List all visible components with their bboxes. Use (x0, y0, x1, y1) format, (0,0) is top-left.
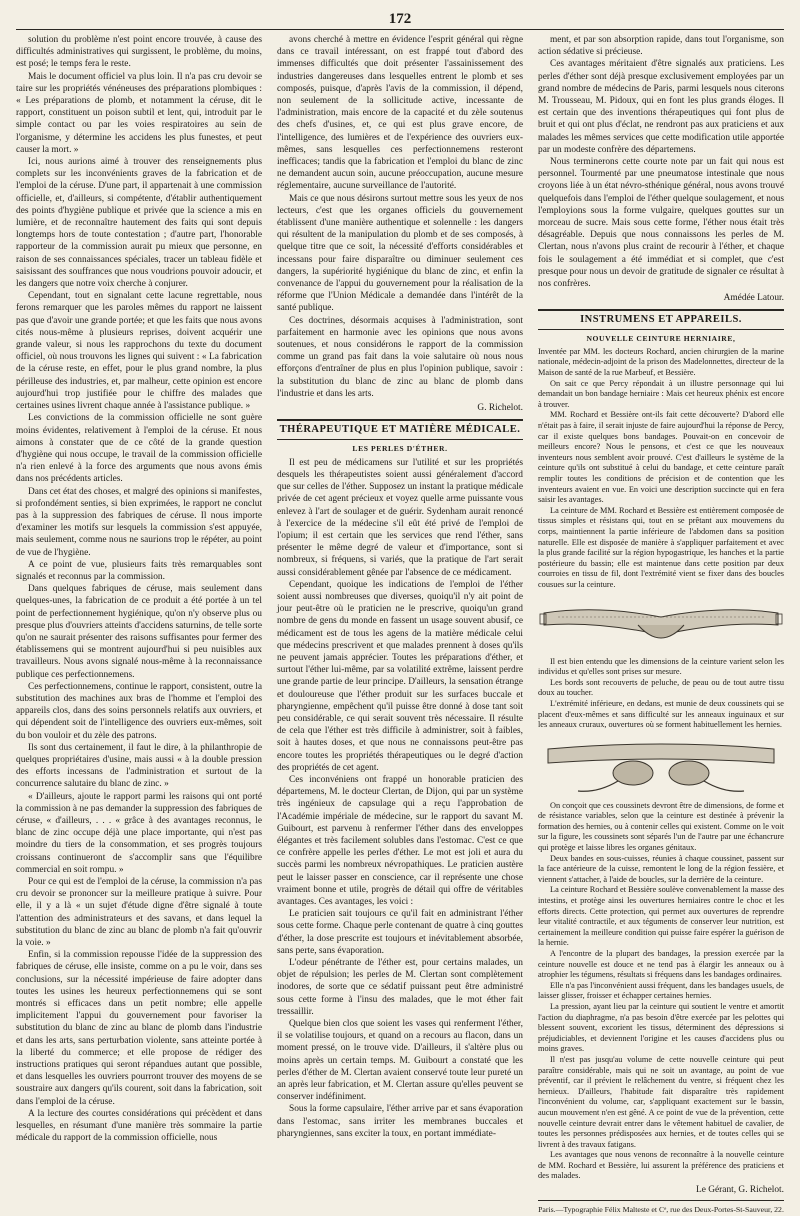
paragraph: Les bords sont recouverts de peluche, de peau ou de tout autre tissu doux au toucher. (538, 677, 784, 698)
paragraph: Le praticien sait toujours ce qu'il fait en administrant l'éther sous cette forme. Chaque perle contenant de quatre à cinq gouttes d'éther, la dose prescrite est toujours et inévitablement absorbée, sans perte, sans évaporation. (277, 909, 524, 956)
paragraph: Ces doctrines, désormais acquises à l'administration, sont parfaitement en harmonie avec les opinions que nous avons soutenues, et nous considérons le rapport de la commission comme un grand pas fait dans la voie salutaire où nous nous efforçons d'entraîner de plus en plus l'opinion publique, savoir : la substitution du blanc de zinc au blanc de plomb dans l'industrie et dans les arts. (277, 315, 523, 399)
paragraph: Mais le document officiel va plus loin. Il n'a pas cru devoir se taire sur les propriétés vénéneuses des préparations plombiques : « Les préparations de plomb, et notamment la céruse, dit le rapport, constituent un poison subtil et lent, qui, introduit par le simple contact ou par les voies respiratoires au sein de l'organisme, y détermine les accidens les plus funestes, et peut causer la mort. » (16, 71, 262, 155)
paragraph: Ils sont dus certainement, il faut le dire, à la philanthropie de quelques propriétaires d'usine, mais aussi « à la double pression des efforts incessans de l'administration et surtout de la concurrence salutaire du blanc de zinc. » (16, 742, 262, 790)
paragraph: Ces perfectionnemens, continue le rapport, consistent, outre la substitution des machines aux bras de l'homme et l'emploi des appareils clos, dans des soins personnels relatifs aux ouvriers, et qui dépendent soit de l'intelligence des ouvriers eux-mêmes, soit du bon vouloir et du zèle des patrons. (16, 681, 262, 741)
paragraph: avons cherché à mettre en évidence l'esprit général qui règne dans ce travail intéressant, on est frappé tout d'abord des immenses difficultés que doit présenter l'assainissement des industries dangereuses dans lesquelles entrent le plomb et ses composés, puisque, d'après l'avis de la commission, il dépend, non seulement de la sollicitude active, incessante de l'administration, mais encore de la capacité et du zèle soutenus des chefs d'usines, et, ce qui est plus grave encore, de l'intelligence, des lumières et de l'expérience des ouvriers eux-mêmes, sans lesquelles ces perfectionnemens resteront inefficaces; tandis que la fabrication et l'emploi du blanc de zinc ne demandent aucun soin, aucune préoccupation, aucune mesure réglementaire, aucune surveillance de l'autorité. (277, 35, 523, 192)
belt-figure-back (538, 735, 784, 797)
paragraph: La ceinture de MM. Rochard et Bessière est entièrement composée de tissus simples et résistans qui, tout en se prêtant aux mouvemens du corps, maintiennent la partie inférieure de l'abdomen dans sa position naturelle. Elle est disposée de manière à s'appliquer parfaitement et avec la plus grande facilité sur la région hypogastrique, les hanches et la partie postérieure du bassin; elle est maintenue dans cette position par deux courroies en tissu de fil, dont l'extrémité vient se fixer dans des boucles cousues sur la ceinture. (538, 505, 784, 589)
ceinture-text-2 (538, 657, 784, 731)
ceinture-text-1 (538, 379, 784, 591)
columns (16, 34, 784, 1215)
section-subtitle-perles: LES PERLES D'ÉTHER. (352, 443, 448, 453)
paragraph: Il n'est pas jusqu'au volume de cette nouvelle ceinture qui peut paraître considérable, mais qui ne soit un avantage, au point de vue préventif, car il prévient le relâchement du ventre, si fréquent chez les hernieux. D'ailleurs, l'habitude fait disparaître très rapidement l'inconvénient du volume, car, s'appliquant exactement sur le bassin, aucun mouvement n'en est gêné. A ce point de vue de la prévention, cette nouvelle ceinture devrait entrer dans le vêtement habituel de cavalier, de toutes les personnes prédisposées aux hernies, et de toutes celles qui se livrent à des travaux fatigans. (538, 1054, 784, 1149)
paragraph: Les convictions de la commission officielle ne sont guère moins évidentes, relativement à l'emploi de la céruse. Et nous aimons à constater que de ce côté de la grande question d'hygiène qui nous occupe, le travail de la commission officielle n'a rien enlevé à la force des arguments que nous avons émis dans nos précédents articles. (16, 413, 262, 485)
belt-figure-front (538, 595, 784, 653)
paragraph: Ces inconvéniens ont frappé un honorable praticien des départemens, M. le docteur Clertan, de Dijon, qui par un système très ingénieux de capsulage qui a reçu l'approbation de l'Académie impériale de médecine, sur le rapport du savant M. Guibourt, est parvenu à renfermer l'éther dans des enveloppes élégantes et très facilement solubles dans l'estomac. C'est ce que ce confrère appelle les perles d'éther. Le mot est joli et aura du succès parmi les nombreux névropathiques. Le praticien austère peut le laisser passer en conscience, car il représente une chose vraiment bonne et utile, progrès de détail qui offre de véritables avantages. Ces avantages, les voici : (277, 774, 523, 908)
column-2 (277, 34, 524, 1139)
belt-back-illustration (538, 735, 784, 797)
paragraph: Mais ce que nous désirons surtout mettre sous les yeux de nos lecteurs, c'est que les organes officiels du gouvernement établissent d'une manière authentique et solennelle : les dangers qui résultent de la manipulation du plomb et de ses composés, à quelque titre que ce soit, la nécessité d'efforts considérables et incessans pour faire disparaître ou diminuer seulement ces dangers, la supériorité hygiénique du blanc de zinc, et enfin la convenance de l'appui du gouvernement pour la réalisation de la réforme que l'Union Médicale a demandée dans l'intérêt de la santé publique. (277, 193, 523, 314)
column-2-article-ether (277, 457, 523, 1140)
paragraph: MM. Rochard et Bessière ont-ils fait cette découverte? D'abord elle n'était pas à faire, il serait injuste de faire aujourd'hui la réponse de Percy, car il existe quelques bons bandages. Pouvait-on en concevoir de meilleurs encore? Nous le pensons, et c'est ce que les nouveaux inventeurs nous semblent avoir prouvé. C'est d'ailleurs le système de la ceinture qu'ils ont substitué à celui du bandage, et cette ceinture paraît remplir toutes les conditions de précision et de contention que les inventeurs avaient en vue. En voici une description succincte qui en fera saisir les avantages. (538, 410, 784, 505)
column-3 (538, 34, 784, 1215)
paragraph: L'extrémité inférieure, en dedans, est munie de deux coussinets qui se placent d'eux-mêmes et sans difficulté sur les anneaux inguinaux et sur les anneaux cruraux, ouvertures où se forment habituellement les hernies. (538, 698, 784, 730)
paragraph: A ce point de vue, plusieurs faits très remarquables sont signalés et reconnus par la commission. (16, 559, 262, 582)
paragraph: Quelque bien clos que soient les vases qui renferment l'éther, il se volatilise toujours, et quand on a recours au flacon, dans un moment pressé, on le trouve vide. D'ailleurs, il s'altère plus ou moins après un certain temps. M. Guibourt a constaté que les perles d'éther de M. Clertan avaient conservé toute leur pureté un an après leur fabrication, et M. Clertan assure qu'elles peuvent se conserver indéfiniment. (277, 1019, 523, 1103)
paragraph: ment, et par son absorption rapide, dans tout l'organisme, son action sédative si précieuse. (538, 35, 784, 58)
paragraph: « D'ailleurs, ajoute le rapport parmi les raisons qui ont porté la commission à ne pas demander la suppression des fabriques de céruse, « d'ailleurs, . . . « grâce à des avantages reconnus, le blanc de zinc occupe déjà une place importante, qui n'est pas moindre du tiers de la consommation, et ses progrès toujours croissans continueront de s'accomplir sans que l'équilibre commercial en soit rompu. » (16, 791, 262, 875)
paragraph: Nous terminerons cette courte note par un fait qui nous est personnel. Tourmenté par une pneumatose intestinale que nous croyons liée à un état névro-sthénique général, nous avons trouvé quelquefois dans l'emploi de l'éther quelque soulagement, et nous l'employions sous la forme vulgaire, quelques gouttes sur un morceau de sucre. Mais sous cette forme, l'éther nous était très désagréable. Depuis que nous connaissons les perles de M. Clertan, nous n'avons plus craint de recourir à l'éther, et chaque fois le soulagement a été immédiat et si complet, que c'est presque pour nous un devoir de gratitude de signaler ce résultat à nos confrères. (538, 157, 784, 290)
printer-footer: Paris.—Typographie Félix Malteste et Cᵉ, rue des Deux-Portes-St-Sauveur, 22. (538, 1200, 784, 1216)
belt-front-illustration (538, 595, 784, 653)
paragraph: Il est peu de médicamens sur l'utilité et sur les propriétés desquels les thérapeutistes soient aussi généralement d'accord que sur celles de l'éther. Supposez un instant la pratique médicale privée de cet agent précieux et voyez quelle arme puissante vous enlevez à l'art de soulager et de guérir. Sydenham aurait renoncé à l'exercice de la médecine s'il eût été privé de l'emploi de l'opium; il est certain que les services que rend l'éther, sans présenter le même degré de valeur et d'importance, sont si nombreux, si fréquens, si variés, que la pratique de l'art serait aussi considérablement gênée par l'absence de ce médicament. (277, 457, 523, 578)
paragraph: On conçoit que ces coussinets devront être de dimensions, de forme et de résistance variables, selon que la ceinture est destinée à prévenir la formation des hernies, ou à contenir celles qui existent. Comme on le voit sur la figure, les coussinets sont séparés l'un de l'autre par une échancrure qui protège et laisse libres les organes génitaux. (538, 800, 784, 853)
paragraph: Sous la forme capsulaire, l'éther arrive par et sans évaporation dans l'estomac, sans irriter les membranes buccales et pharyngiennes, sans exciter la toux, en portant immédiate- (277, 1104, 523, 1139)
paragraph: Il est bien entendu que les dimensions de la ceinture varient selon les individus et qu'elles sont prises sur mesure. (538, 656, 784, 677)
paragraph: Cependant, tout en signalant cette lacune regrettable, nous ferons remarquer que les paroles mêmes du rapport ne laissent pas que d'avoir une grande portée; et que les faits que nous avons cités nous-même à plusieurs reprises, doivent acquérir une grande valeur, si nous les rapprochons du texte du document officiel, où nous trouvons les lignes qui suivent : « La fabrication de la céruse reste, en effet, pour le plus grand nombre, la plus périlleuse des industries, et, par malheur, cette opinion est encore aujourd'hui trop justifiée pour le chiffre des malades que certaines usines livrent chaque année à l'assistance publique. » (16, 291, 262, 412)
paragraph: A la lecture des courtes considérations qui précèdent et dans lesquelles, en résumant d'une manière très sommaire la partie médicale du rapport de la commission officielle, nous (16, 1108, 262, 1144)
paragraph: solution du problème n'est point encore trouvée, à cause des difficultés administratives qui surgissent, le problème, du moins, est posé; le temps fera le reste. (16, 35, 262, 70)
column-3-article (538, 34, 784, 290)
paragraph: Elle n'a pas l'inconvénient aussi fréquent, dans les bandages usuels, de laisser glisser, froisser et échapper certaines hernies. (538, 980, 784, 1001)
section-subtitle-ceinture: NOUVELLE CEINTURE HERNIAIRE, (586, 333, 736, 343)
paragraph: Enfin, si la commission repousse l'idée de la suppression des fabriques de céruse, elle insiste, comme on a pu le voir, dans ses conclusions, sur la nécessité impérieuse de faire adopter dans toutes les usines les heureux perfectionnemens qui se sont montrés si efficaces dans un petit nombre; elle appelle implicitement l'appui du gouvernement pour favoriser la substitution du blanc de zinc au blanc de plomb dans l'industrie et dans les arts, sans perturbation violente, sans atteinte portée à la liberté du commerce; et elle propose de rédiger des instructions pratiques qui seront répandues autant que possible, et dans lesquelles les ouvriers pourront trouver des moyens de se soustraire aux dangers qu'ils courent, soit dans la fabrication, soit dans l'emploi de la céruse. (16, 950, 262, 1107)
paragraph: Ici, nous aurions aimé à trouver des renseignements plus complets sur les inconvénients graves de la fabrication et de l'emploi de la céruse. D'une part, il appartenait à une commission officielle, et, d'ailleurs, si compétente, d'établir authentiquement des points d'hygiène publique et privée que la science a mis en lumière, et de reconnaître hautement des faits qui sont depuis longtemps hors de toute contestation ; d'autre part, l'honorable rapporteur de la commission aurait pu mieux que personne, en raison de ses connaissances spéciales, tracer un tableau fidèle et saisissant des souffrances que nous voudrions pouvoir adoucir, et les dangers que notre voix cherche à conjurer. (16, 157, 262, 290)
column-2-article (277, 34, 523, 400)
paragraph: Cependant, quoique les indications de l'emploi de l'éther soient aussi nombreuses que diverses, quoiqu'il n'y ait point de jour peut-être où le praticien ne le prescrive, quoiqu'un grand nombre de gens du monde en fassent un usage souvent abusif, ce médicament est de tous les agens de la matière médicale celui que médecins prescrivent et que malades prennent à doses qu'ils ne peuvent jamais apprécier. Toutes les préparations d'éther, et surtout l'éther lui-même, par sa volatilité extrême, laissent perdre une grande partie de leur principe. D'ailleurs, la sensation étrange et douloureuse que l'éther produit sur les surfaces buccale et pharyngienne, empêchent qu'il puisse être donné à dose tant soit peu considérable, ce qui serait souvent très nécessaire. Il résulte de cela que l'éther est très difficile à administrer, soit à faibles, soit à hautes doses, et que nous ne connaissons peut-être pas encore toutes les propriétés thérapeutiques ou le degré d'action des propriétés de cet agent. (277, 579, 523, 773)
page-number: 172 (388, 11, 412, 27)
signature-richelot: G. Richelot. (477, 403, 523, 414)
column-1 (16, 34, 262, 1144)
paragraph: Ces avantages méritaient d'être signalés aux praticiens. Les perles d'éther sont déjà presque exclusivement employées par un grand nombre de médecins de Paris, parmi lesquels nous citerons M. Trousseau, M. Pidoux, qui en font les plus grands éloges. Il est certain que des inventions thérapeutiques qui font plus de bruit et qui ont plus d'éclat, ne rendront pas aux praticiens et aux malades les mêmes services que cette modification utile apportée par un modeste confrère des départemens. (538, 59, 784, 155)
ceinture-text-3 (538, 801, 784, 1182)
paragraph: L'odeur pénétrante de l'éther est, pour certains malades, un objet de répulsion; les perles de M. Clertan sont complètement inodores, de sorte que ce sédatif puissant peut être administré sous cette forme à l'insu des malades, que le mot éther fait tressaillir. (277, 958, 523, 1017)
paragraph: Deux bandes en sous-cuisses, réunies à chaque coussinet, passent sur la face antérieure de la cuisse, remontent le long de la région fessière, et viennent s'attacher, à l'aide de boucles, sur la derrière de la ceinture. (538, 853, 784, 884)
paragraph: La pression, ayant lieu par la ceinture qui soutient le ventre et amortit l'action du diaphragme, n'a pas besoin d'être exercée par les pelottes qui blessent souvent, excorient les tissus, déterminent des dépressions si préjudiciables, et deviennent l'origine et les causes d'accidens plus ou moins graves. (538, 1001, 784, 1054)
paragraph: Dans cet état des choses, et malgré des opinions si manifestes, si profondément senties, si bien exprimées, le rapport ne conclut pas à la suppression des fabriques de céruse. Il nous importe d'examiner les motifs sur lesquels la commission s'est appuyée, mais seulement, comme nous ne saurions trop le répéter, au point de vue de l'hygiène. (16, 486, 262, 558)
signature-latour: Amédée Latour. (723, 293, 784, 304)
paragraph: On sait ce que Percy répondait à un illustre personnage qui lui demandait un bon bandage herniaire : Mais cet heureux phénix est encore à trouver. (538, 378, 784, 409)
paragraph: A l'encontre de la plupart des bandages, la pression exercée par la ceinture nouvelle est douce et ne tend pas à élargir les anneaux ou à atrophier les tégumens, résultats si fréquens dans les bandages ordinaires. (538, 949, 784, 980)
paragraph: Pour ce qui est de l'emploi de la céruse, la commission n'a pas cru devoir se prononcer sur la meilleure pratique à suivre. Pour elle, il y a là « un sujet d'étude digne d'être signalé à toute l'attention des administrateurs et des savans, et dans lequel la substitution du blanc de zinc au blanc de plomb n'a fait qu'ouvrir la voie. » (16, 877, 262, 949)
ceinture-intro: Inventée par MM. les docteurs Rochard, ancien chirurgien de la marine nationale, médecin-adjoint de la prison des Madelonnettes, directeur de la Maison de santé de la rue Marbeuf, et Bessière. (538, 346, 784, 378)
header-rule (16, 29, 784, 30)
paragraph: Les avantages que nous venons de reconnaître à la nouvelle ceinture de MM. Rochard et Bessière, lui assurent la préférence des praticiens et des malades. (538, 1150, 784, 1181)
section-title-therapeutique: THÉRAPEUTIQUE ET MATIÈRE MÉDICALE. (277, 419, 523, 439)
section-title-instrumens: INSTRUMENS ET APPAREILS. (538, 309, 784, 329)
gerant-signature: Le Gérant, G. Richelot. (696, 1185, 784, 1196)
paragraph: La ceinture Rochard et Bessière soulève convenablement la masse des intestins, et protège ainsi les ouvertures herniaires contre le choc et les efforts directs. Cette protection, qui permet aux ouvertures de reprendre leur vitalité contractile, et aux téguments de conserver leur nutrition, est certainement la meilleure condition qui puisse faire espérer la guérison de la hernie. (538, 885, 784, 948)
paragraph: Dans quelques fabriques de céruse, mais seulement dans quelques-unes, la fabrication de ce produit a été portée à un tel point de perfectionnement hygiénique, qu'on n'y observe plus ou presque plus d'ouvriers atteints d'accidens saturnins, de telle sorte qu'on ne saurait présenter des raisons suffisantes pour fermer des établissemens qui se montrent aujourd'hui si peu nuisibles aux travailleurs. Nous avons signalé nous-même à la reconnaissance publique ces perfectionnemens. (16, 584, 262, 680)
